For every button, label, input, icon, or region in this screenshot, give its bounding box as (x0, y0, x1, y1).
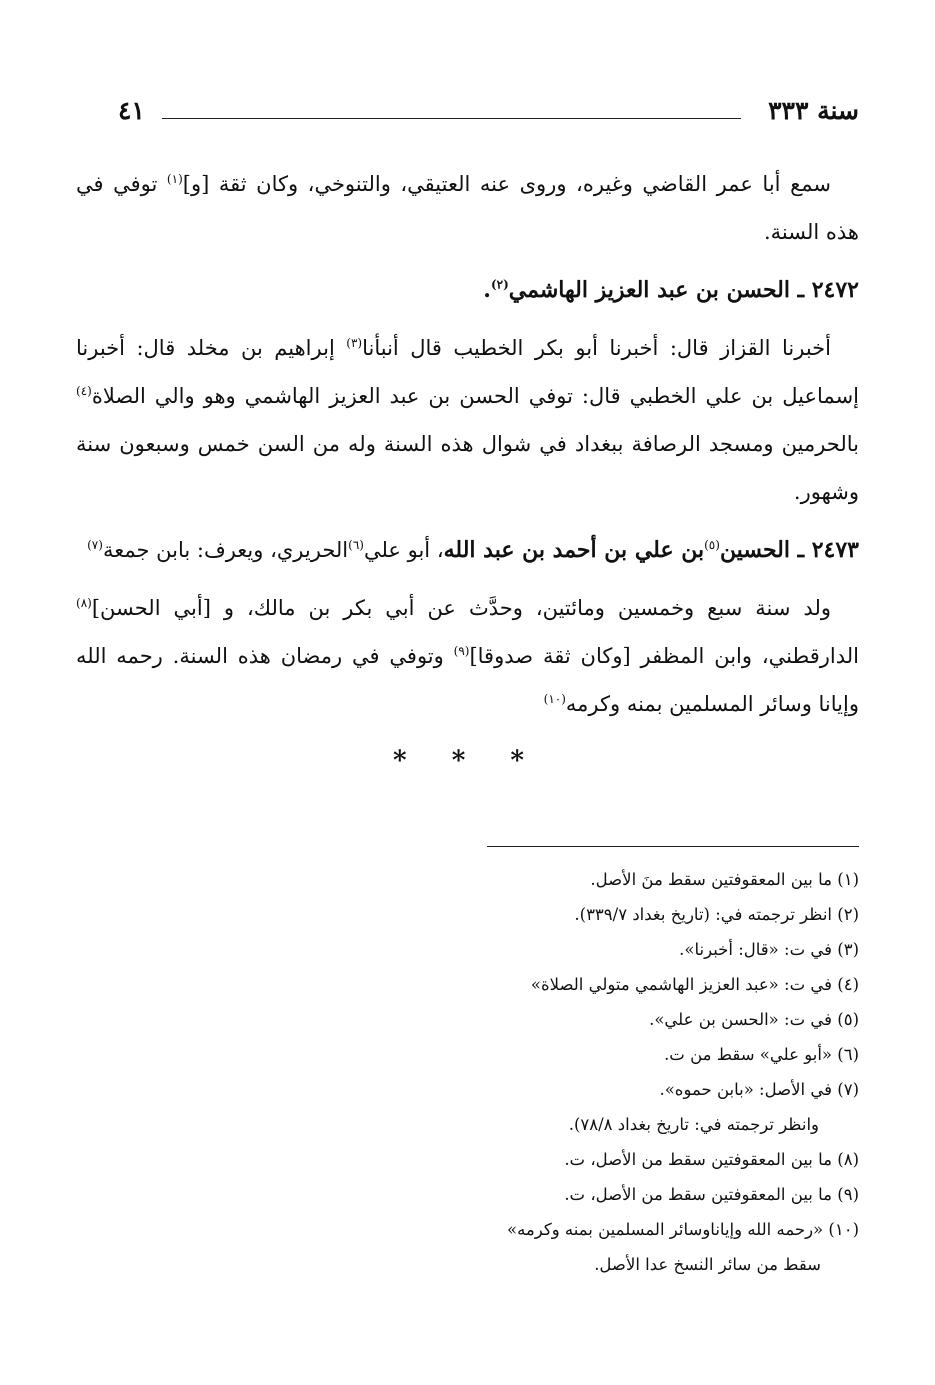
footnote-2: (٢) انظر ترجمته في: (تاريخ بغداد ٣٣٩/٧). (574, 905, 859, 924)
text-run: أخبرنا القزاز قال: أخبرنا أبو بكر الخطيب قال أنبأنا (362, 336, 831, 360)
text-run: وتوفي في رمضان هذه السنة. رحمه الله وإيانا وسائر المسلمين بمنه وكرمه (76, 644, 859, 716)
footnote-5: (٥) في ت: «الحسن بن علي». (649, 1010, 859, 1029)
footnote-7: (٧) في الأصل: «بابن حموه». (659, 1080, 859, 1099)
entry-title: ٢٤٧٢ ـ الحسن بن عبد العزيز الهاشمي (508, 277, 859, 303)
paragraph-2 (76, 324, 859, 516)
text-run: بالحرمين ومسجد الرصافة ببغداد في شوال هذه السنة وله من السن خمس وسبعون سنة وشهور. (76, 432, 859, 504)
footnote-ref-1: (١) (166, 172, 183, 186)
footnote-ref-2: (٢) (490, 277, 509, 292)
footnote-ref-4: (٤) (76, 384, 92, 398)
text-run: الحريري، ويعرف: بابن جمعة (102, 538, 349, 562)
entry-2473 (76, 526, 859, 574)
footnote-3: (٣) في ت: «قال: أخبرنا». (679, 940, 859, 959)
header-year: سنة ٣٣٣ (768, 96, 859, 125)
text-run: الدارقطني، وابن المظفر [وكان ثقة صدوقا] (469, 644, 859, 668)
text-run: ، أبو علي (363, 538, 444, 562)
text-run: توفي في هذه السنة. (76, 172, 859, 244)
footnotes (339, 862, 859, 1282)
section-separator: * * * (393, 746, 542, 776)
header-rule (162, 118, 741, 119)
footnote-ref-7: (٧) (87, 538, 103, 552)
running-header (118, 96, 859, 136)
footnote-ref-6: (٦) (348, 538, 364, 552)
footnote-ref-9: (٩) (453, 644, 470, 658)
footnote-1: (١) ما بين المعقوفتين سقط منَ الأصل. (590, 870, 859, 889)
page-number: ٤١ (118, 96, 145, 125)
footnote-ref-8: (٨) (76, 596, 92, 610)
footnote-rule (487, 846, 859, 847)
footnote-8: (٨) ما بين المعقوفتين سقط من الأصل، ت. (564, 1150, 859, 1169)
footnote-7-continued: وانظر ترجمته في: تاريخ بغداد ٧٨/٨). (568, 1115, 819, 1134)
footnote-ref-3: (٣) (346, 336, 363, 350)
entry-title: ٢٤٧٣ ـ الحسين (719, 537, 859, 563)
text-run: . (483, 277, 491, 303)
paragraph-1 (76, 160, 859, 256)
footnote-4: (٤) في ت: «عبد العزيز الهاشمي متولي الصلاة» (530, 975, 859, 994)
entry-title-cont: بن علي بن أحمد بن عبد الله (443, 537, 705, 563)
footnote-6: (٦) «أبو علي» سقط من ت. (664, 1045, 859, 1064)
text-run: ولد سنة سبع وخمسين ومائتين، وحدَّث عن أبي بكر بن مالك، و [أبي الحسن] (91, 596, 831, 620)
footnote-ref-5: (٥) (704, 538, 720, 552)
footnote-10-continued: سقط من سائر النسخ عدا الأصل. (594, 1255, 821, 1274)
footnote-ref-10: (١٠) (543, 692, 566, 706)
paragraph-3 (76, 584, 859, 728)
entry-2472-heading (76, 266, 859, 314)
text-run: إبراهيم بن مخلد قال: أخبرنا إسماعيل بن علي الخطبي قال: توفي الحسن بن عبد العزيز الهاشمي وهو والي الصلاة (76, 336, 859, 408)
text-run: سمع أبا عمر القاضي وغيره، وروى عنه العتيقي، والتنوخي، وكان ثقة [و] (182, 172, 831, 196)
footnote-10: (١٠) «رحمه الله وإياناوسائر المسلمين بمنه وكرمه» (506, 1220, 859, 1239)
main-text (76, 160, 859, 776)
footnote-9: (٩) ما بين المعقوفتين سقط من الأصل، ت. (564, 1185, 859, 1204)
